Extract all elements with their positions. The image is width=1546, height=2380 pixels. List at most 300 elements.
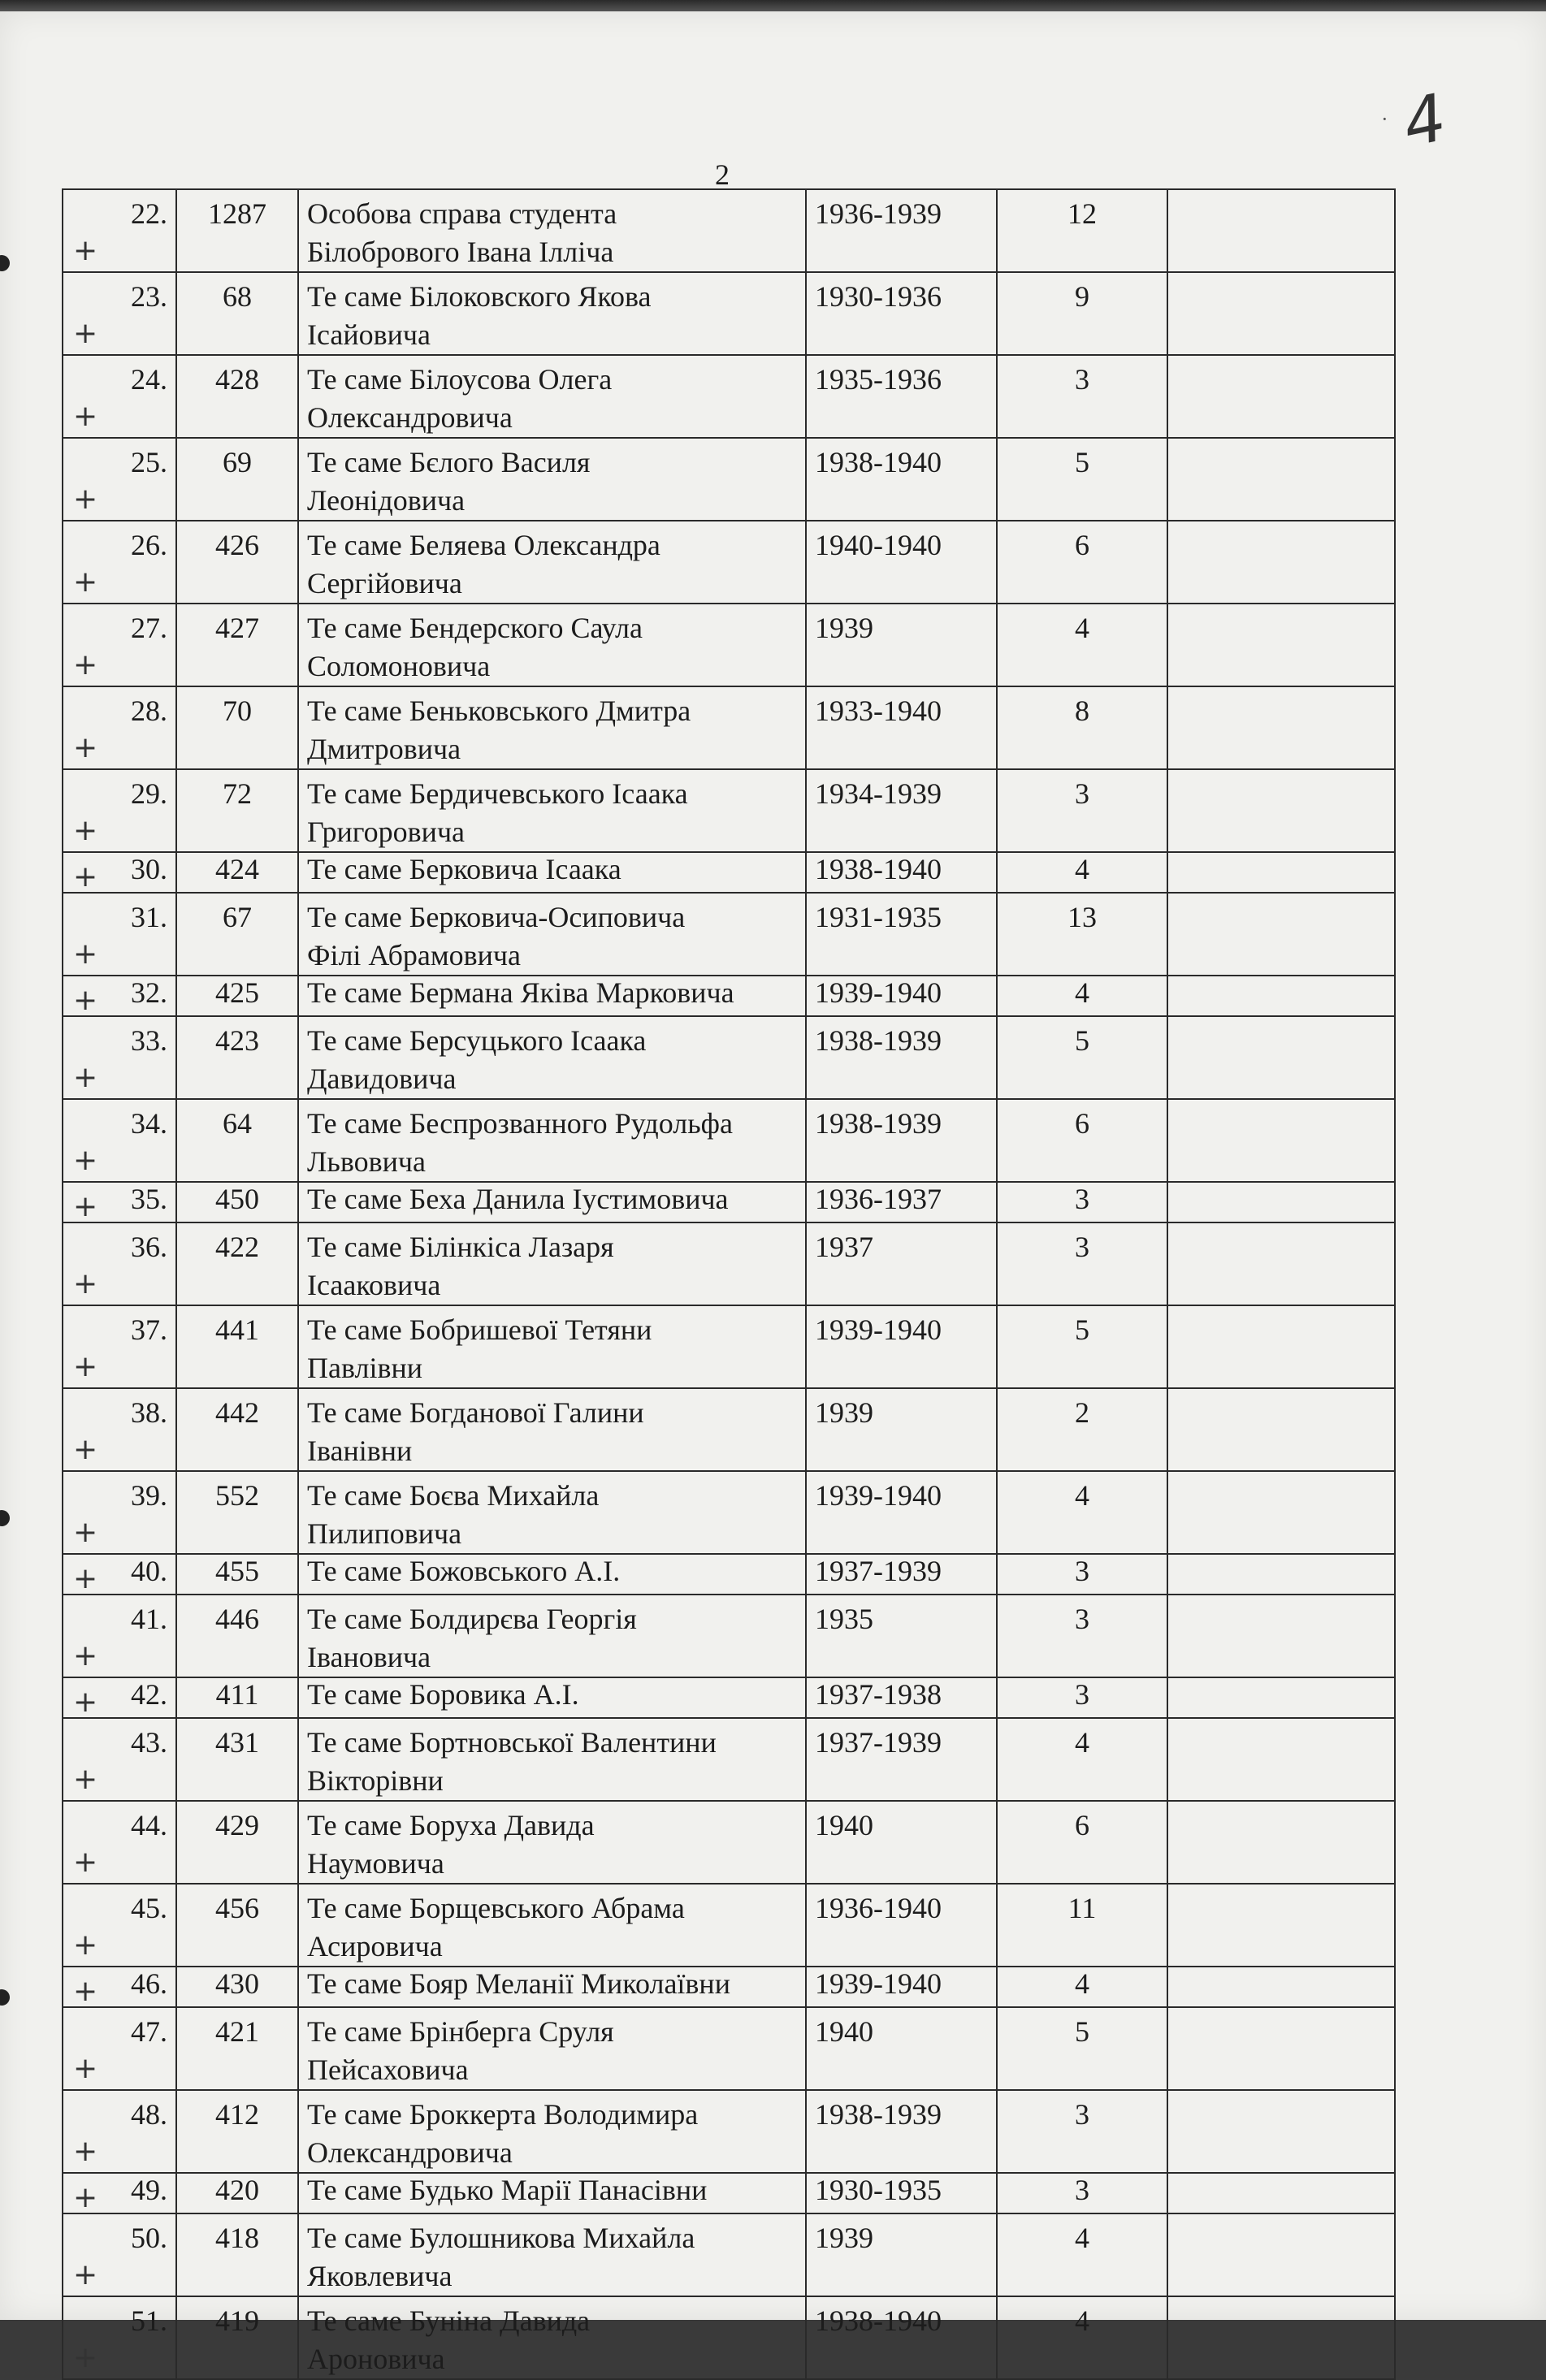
file-title-cell: [298, 893, 806, 976]
row-number: 48.: [131, 2098, 167, 2131]
checkmark-cross-icon: +: [73, 860, 98, 894]
checkmark-cross-icon: +: [73, 937, 98, 971]
row-number: 49.: [131, 2174, 167, 2206]
notes-cell: [1167, 1305, 1395, 1388]
file-id-cell: 455: [176, 1554, 298, 1595]
row-number: 39.: [131, 1479, 167, 1512]
binder-hole: [0, 1510, 10, 1526]
file-years-cell: 1938-1939: [806, 1099, 997, 1182]
file-title-cell: [298, 1471, 806, 1554]
table-row: [63, 1471, 1395, 1554]
file-title-line: Яковлевича: [307, 2260, 453, 2292]
row-number-cell: [63, 1554, 176, 1595]
table-row: [63, 2213, 1395, 2296]
file-id-cell: 422: [176, 1222, 298, 1305]
file-title-cell: [298, 1718, 806, 1801]
sheet-count-cell: 4: [997, 604, 1167, 686]
table-row: [63, 1967, 1395, 2007]
table-row: [63, 686, 1395, 769]
file-title-line: Пейсаховича: [307, 2053, 469, 2086]
binder-hole: [0, 255, 10, 271]
notes-cell: [1167, 521, 1395, 604]
checkmark-cross-icon: +: [73, 482, 98, 516]
file-title-line: Те саме Беспрозванного Рудольфа: [307, 1107, 733, 1140]
file-title-line: Ароновича: [307, 2343, 445, 2375]
table-row: [63, 893, 1395, 976]
row-number: 40.: [131, 1555, 167, 1587]
checkmark-cross-icon: +: [73, 648, 98, 682]
row-number: 32.: [131, 976, 167, 1009]
file-title-line: Пилиповича: [307, 1517, 462, 1550]
file-title-cell: [298, 604, 806, 686]
file-title-line: Леонідовича: [307, 484, 466, 517]
notes-cell: [1167, 1182, 1395, 1222]
file-title-cell: [298, 521, 806, 604]
table-row: [63, 1595, 1395, 1677]
file-id-cell: 419: [176, 2296, 298, 2379]
file-title-line: Те саме Беха Данила Іустимовича: [307, 1183, 729, 1215]
row-number: 41.: [131, 1603, 167, 1635]
sheet-count-cell: 3: [997, 1595, 1167, 1677]
checkmark-cross-icon: +: [73, 1685, 98, 1719]
table-row: [63, 1305, 1395, 1388]
file-title-line: Те саме Білоусова Олега: [307, 363, 613, 396]
file-years-cell: 1938-1940: [806, 852, 997, 893]
file-id-cell: 428: [176, 355, 298, 438]
sheet-count-cell: 3: [997, 1222, 1167, 1305]
row-number-cell: [63, 1305, 176, 1388]
sheet-count-cell: 3: [997, 769, 1167, 852]
file-title-line: Те саме Бортновської Валентини: [307, 1726, 717, 1759]
sheet-count-cell: 12: [997, 189, 1167, 272]
sheet-count-cell: 4: [997, 852, 1167, 893]
page-number: 2: [715, 158, 730, 191]
sheet-count-cell: 13: [997, 893, 1167, 976]
checkmark-cross-icon: +: [73, 1846, 98, 1879]
notes-cell: [1167, 1471, 1395, 1554]
table-row: [63, 1222, 1395, 1305]
file-years-cell: 1936-1939: [806, 189, 997, 272]
notes-cell: [1167, 1677, 1395, 1718]
file-title-line: Те саме Борщевського Абрама: [307, 1892, 685, 1924]
sheet-count-cell: 3: [997, 1182, 1167, 1222]
notes-cell: [1167, 189, 1395, 272]
row-number: 23.: [131, 280, 167, 313]
sheet-count-cell: 4: [997, 1471, 1167, 1554]
sheet-count-cell: 4: [997, 2296, 1167, 2379]
binder-hole: [0, 1989, 10, 2006]
sheet-count-cell: 3: [997, 2173, 1167, 2213]
file-title-cell: [298, 2296, 806, 2379]
file-id-cell: 425: [176, 976, 298, 1016]
file-years-cell: 1930-1935: [806, 2173, 997, 2213]
file-title-line: Те саме Бердичевського Ісаака: [307, 777, 688, 810]
file-title-line: Те саме Булошникова Михайла: [307, 2222, 695, 2254]
row-number-cell: [63, 355, 176, 438]
row-number-cell: [63, 1016, 176, 1099]
notes-cell: [1167, 438, 1395, 521]
file-title-line: Те саме Бендерского Саула: [307, 612, 643, 644]
row-number-cell: [63, 2213, 176, 2296]
table-row: [63, 355, 1395, 438]
file-id-cell: 72: [176, 769, 298, 852]
row-number-cell: [63, 686, 176, 769]
file-id-cell: 441: [176, 1305, 298, 1388]
row-number-cell: [63, 1718, 176, 1801]
table-row: [63, 852, 1395, 893]
sheet-count-cell: 11: [997, 1884, 1167, 1967]
file-title-cell: [298, 769, 806, 852]
notes-cell: [1167, 769, 1395, 852]
file-id-cell: 442: [176, 1388, 298, 1471]
file-title-cell: [298, 852, 806, 893]
sheet-count-cell: 8: [997, 686, 1167, 769]
table-row: [63, 1182, 1395, 1222]
table-row: [63, 521, 1395, 604]
notes-cell: [1167, 1016, 1395, 1099]
row-number: 38.: [131, 1396, 167, 1429]
file-years-cell: 1939: [806, 1388, 997, 1471]
file-id-cell: 64: [176, 1099, 298, 1182]
sheet-count-cell: 3: [997, 1554, 1167, 1595]
file-id-cell: 67: [176, 893, 298, 976]
checkmark-cross-icon: +: [73, 317, 98, 350]
file-id-cell: 420: [176, 2173, 298, 2213]
file-years-cell: 1934-1939: [806, 769, 997, 852]
table-row: [63, 1677, 1395, 1718]
file-title-line: Те саме Боєва Михайла: [307, 1479, 600, 1512]
notes-cell: [1167, 1718, 1395, 1801]
file-title-line: Давидовича: [307, 1062, 457, 1095]
file-title-cell: [298, 1595, 806, 1677]
row-number-cell: [63, 1388, 176, 1471]
row-number: 30.: [131, 853, 167, 885]
file-title-line: Олександровича: [307, 401, 513, 434]
row-number-cell: [63, 1099, 176, 1182]
row-number: 33.: [131, 1024, 167, 1057]
file-title-line: Те саме Броккерта Володимира: [307, 2098, 699, 2131]
notes-cell: [1167, 1884, 1395, 1967]
checkmark-cross-icon: +: [73, 2341, 98, 2374]
row-number: 45.: [131, 1892, 167, 1924]
row-number: 26.: [131, 529, 167, 561]
sheet-count-cell: 6: [997, 1801, 1167, 1884]
row-number-cell: [63, 521, 176, 604]
notes-cell: [1167, 1967, 1395, 2007]
file-title-line: Григоровича: [307, 816, 466, 848]
notes-cell: [1167, 2007, 1395, 2090]
file-title-cell: [298, 1182, 806, 1222]
row-number-cell: [63, 272, 176, 355]
file-id-cell: 552: [176, 1471, 298, 1554]
file-id-cell: 70: [176, 686, 298, 769]
file-id-cell: 446: [176, 1595, 298, 1677]
row-number: 34.: [131, 1107, 167, 1140]
file-title-line: Те саме Божовського А.І.: [307, 1555, 621, 1587]
file-title-line: Те саме Берковича Ісаака: [307, 853, 621, 885]
file-years-cell: 1933-1940: [806, 686, 997, 769]
checkmark-cross-icon: +: [73, 1562, 98, 1595]
file-id-cell: 418: [176, 2213, 298, 2296]
file-title-cell: [298, 189, 806, 272]
row-number: 31.: [131, 901, 167, 933]
file-years-cell: 1939: [806, 604, 997, 686]
checkmark-cross-icon: +: [73, 1433, 98, 1466]
sheet-count-cell: 6: [997, 1099, 1167, 1182]
sheet-count-cell: 5: [997, 2007, 1167, 2090]
file-title-line: Павлівни: [307, 1352, 422, 1384]
file-years-cell: 1939: [806, 2213, 997, 2296]
notes-cell: [1167, 1595, 1395, 1677]
notes-cell: [1167, 1388, 1395, 1471]
notes-cell: [1167, 2213, 1395, 2296]
file-years-cell: 1937-1939: [806, 1718, 997, 1801]
document-page: [0, 11, 1546, 2375]
file-id-cell: 450: [176, 1182, 298, 1222]
file-title-cell: [298, 272, 806, 355]
notes-cell: [1167, 852, 1395, 893]
file-title-cell: [298, 1016, 806, 1099]
row-number: 27.: [131, 612, 167, 644]
checkmark-cross-icon: +: [73, 1190, 98, 1223]
checkmark-cross-icon: +: [73, 1267, 98, 1300]
notes-cell: [1167, 2173, 1395, 2213]
file-title-cell: [298, 1305, 806, 1388]
notes-cell: [1167, 2090, 1395, 2173]
table-row: [63, 438, 1395, 521]
file-title-cell: [298, 1884, 806, 1967]
file-years-cell: 1936-1937: [806, 1182, 997, 1222]
row-number-cell: [63, 2173, 176, 2213]
row-number-cell: [63, 604, 176, 686]
file-title-cell: [298, 1967, 806, 2007]
file-id-cell: 427: [176, 604, 298, 686]
file-title-cell: [298, 355, 806, 438]
table-row: [63, 1388, 1395, 1471]
row-number: 43.: [131, 1726, 167, 1759]
notes-cell: [1167, 272, 1395, 355]
row-number-cell: [63, 1801, 176, 1884]
table-row: [63, 1801, 1395, 1884]
file-title-line: Те саме Білоковского Якова: [307, 280, 652, 313]
file-title-line: Те саме Берковича-Осиповича: [307, 901, 686, 933]
file-title-line: Особова справа студента: [307, 197, 617, 230]
file-title-line: Білобрового Івана Ілліча: [307, 236, 614, 268]
file-id-cell: 423: [176, 1016, 298, 1099]
notes-cell: [1167, 2296, 1395, 2379]
file-title-line: Те саме Бояр Меланії Миколаївни: [307, 1967, 730, 2000]
row-number: 36.: [131, 1231, 167, 1263]
checkmark-cross-icon: +: [73, 814, 98, 847]
file-id-cell: 426: [176, 521, 298, 604]
notes-cell: [1167, 355, 1395, 438]
row-number: 28.: [131, 695, 167, 727]
file-years-cell: 1940-1940: [806, 521, 997, 604]
row-number: 22.: [131, 197, 167, 230]
file-title-line: Дмитровича: [307, 733, 461, 765]
row-number-cell: [63, 2090, 176, 2173]
row-number: 51.: [131, 2304, 167, 2337]
file-title-cell: [298, 438, 806, 521]
sheet-count-cell: 4: [997, 976, 1167, 1016]
table-row: [63, 1718, 1395, 1801]
sheet-count-cell: 4: [997, 2213, 1167, 2296]
file-title-cell: [298, 686, 806, 769]
file-id-cell: 429: [176, 1801, 298, 1884]
file-title-line: Те саме Буніна Давида: [307, 2304, 591, 2337]
notes-cell: [1167, 1554, 1395, 1595]
file-years-cell: 1939-1940: [806, 976, 997, 1016]
table-row: [63, 976, 1395, 1016]
file-title-line: Сергійовича: [307, 567, 462, 599]
sheet-count-cell: 3: [997, 355, 1167, 438]
file-id-cell: 412: [176, 2090, 298, 2173]
sheet-count-cell: 5: [997, 438, 1167, 521]
checkmark-cross-icon: +: [73, 234, 98, 267]
file-id-cell: 68: [176, 272, 298, 355]
table-row: [63, 1884, 1395, 1967]
notes-cell: [1167, 686, 1395, 769]
row-number: 42.: [131, 1678, 167, 1711]
file-title-line: Те саме Богданової Галини: [307, 1396, 644, 1429]
file-title-line: Івановича: [307, 1641, 431, 1673]
row-number-cell: [63, 1967, 176, 2007]
file-years-cell: 1938-1940: [806, 438, 997, 521]
table-row: [63, 1554, 1395, 1595]
notes-cell: [1167, 1801, 1395, 1884]
table-row: [63, 189, 1395, 272]
notes-cell: [1167, 976, 1395, 1016]
row-number: 25.: [131, 446, 167, 478]
file-id-cell: 411: [176, 1677, 298, 1718]
table-row: [63, 604, 1395, 686]
file-title-line: Те саме Бобришевої Тетяни: [307, 1313, 652, 1346]
file-years-cell: 1937-1938: [806, 1677, 997, 1718]
file-title-line: Те саме Бермана Яківа Марковича: [307, 976, 734, 1009]
file-title-line: Олександровича: [307, 2136, 513, 2169]
folio-number: 4: [1396, 79, 1453, 162]
sheet-count-cell: 4: [997, 1718, 1167, 1801]
file-title-line: Те саме Боруха Давида: [307, 1809, 595, 1841]
row-number-cell: [63, 189, 176, 272]
file-title-cell: [298, 2173, 806, 2213]
row-number-cell: [63, 1595, 176, 1677]
table-row: [63, 2007, 1395, 2090]
file-title-cell: [298, 1099, 806, 1182]
file-title-cell: [298, 1801, 806, 1884]
table-row: [63, 2173, 1395, 2213]
scan-top-edge: [0, 0, 1546, 11]
file-title-line: Те саме Беляева Олександра: [307, 529, 660, 561]
file-years-cell: 1939-1940: [806, 1305, 997, 1388]
file-id-cell: 1287: [176, 189, 298, 272]
checkmark-cross-icon: +: [73, 400, 98, 433]
file-title-cell: [298, 976, 806, 1016]
row-number-cell: [63, 1222, 176, 1305]
file-title-cell: [298, 2007, 806, 2090]
checkmark-cross-icon: +: [73, 1928, 98, 1962]
file-years-cell: 1936-1940: [806, 1884, 997, 1967]
table-row: [63, 272, 1395, 355]
notes-cell: [1167, 1099, 1395, 1182]
file-title-line: Іванівни: [307, 1434, 413, 1467]
checkmark-cross-icon: +: [73, 1061, 98, 1094]
checkmark-cross-icon: +: [73, 2135, 98, 2168]
file-years-cell: 1938-1940: [806, 2296, 997, 2379]
file-title-line: Наумовича: [307, 1847, 444, 1880]
file-id-cell: 431: [176, 1718, 298, 1801]
checkmark-cross-icon: +: [73, 1763, 98, 1796]
folio-mark: ·: [1381, 107, 1388, 131]
checkmark-cross-icon: +: [73, 2258, 98, 2291]
file-title-line: Соломоновича: [307, 650, 491, 682]
row-number: 46.: [131, 1967, 167, 2000]
file-years-cell: 1938-1939: [806, 1016, 997, 1099]
row-number-cell: [63, 976, 176, 1016]
row-number: 37.: [131, 1313, 167, 1346]
file-title-cell: [298, 1222, 806, 1305]
row-number-cell: [63, 769, 176, 852]
file-title-line: Те саме Білінкіса Лазаря: [307, 1231, 614, 1263]
checkmark-cross-icon: +: [73, 1144, 98, 1177]
row-number-cell: [63, 438, 176, 521]
file-years-cell: 1935: [806, 1595, 997, 1677]
file-years-cell: 1940: [806, 1801, 997, 1884]
file-title-line: Філі Абрамовича: [307, 939, 522, 971]
file-title-line: Те саме Болдирєва Георгія: [307, 1603, 637, 1635]
file-years-cell: 1930-1936: [806, 272, 997, 355]
file-years-cell: 1940: [806, 2007, 997, 2090]
row-number-cell: [63, 2296, 176, 2379]
notes-cell: [1167, 604, 1395, 686]
sheet-count-cell: 4: [997, 1967, 1167, 2007]
file-years-cell: 1931-1935: [806, 893, 997, 976]
checkmark-cross-icon: +: [73, 1350, 98, 1383]
row-number-cell: [63, 1884, 176, 1967]
checkmark-cross-icon: +: [73, 1639, 98, 1672]
file-title-cell: [298, 1388, 806, 1471]
file-id-cell: 424: [176, 852, 298, 893]
row-number: 50.: [131, 2222, 167, 2254]
row-number-cell: [63, 1471, 176, 1554]
file-years-cell: 1937: [806, 1222, 997, 1305]
table-row: [63, 2296, 1395, 2379]
row-number-cell: [63, 1182, 176, 1222]
table-row: [63, 769, 1395, 852]
sheet-count-cell: 6: [997, 521, 1167, 604]
checkmark-cross-icon: +: [73, 1516, 98, 1549]
sheet-count-cell: 5: [997, 1016, 1167, 1099]
file-years-cell: 1937-1939: [806, 1554, 997, 1595]
file-years-cell: 1939-1940: [806, 1471, 997, 1554]
row-number-cell: [63, 2007, 176, 2090]
table-row: [63, 2090, 1395, 2173]
checkmark-cross-icon: +: [73, 2052, 98, 2085]
file-title-line: Вікторівни: [307, 1764, 444, 1797]
row-number: 44.: [131, 1809, 167, 1841]
register-rows: [63, 189, 1395, 2379]
file-id-cell: 430: [176, 1967, 298, 2007]
notes-cell: [1167, 893, 1395, 976]
checkmark-cross-icon: +: [73, 1975, 98, 2008]
checkmark-cross-icon: +: [73, 984, 98, 1017]
file-title-line: Те саме Беньковського Дмитра: [307, 695, 691, 727]
file-id-cell: 456: [176, 1884, 298, 1967]
sheet-count-cell: 9: [997, 272, 1167, 355]
sheet-count-cell: 5: [997, 1305, 1167, 1388]
file-title-line: Те саме Боровика А.І.: [307, 1678, 579, 1711]
sheet-count-cell: 2: [997, 1388, 1167, 1471]
